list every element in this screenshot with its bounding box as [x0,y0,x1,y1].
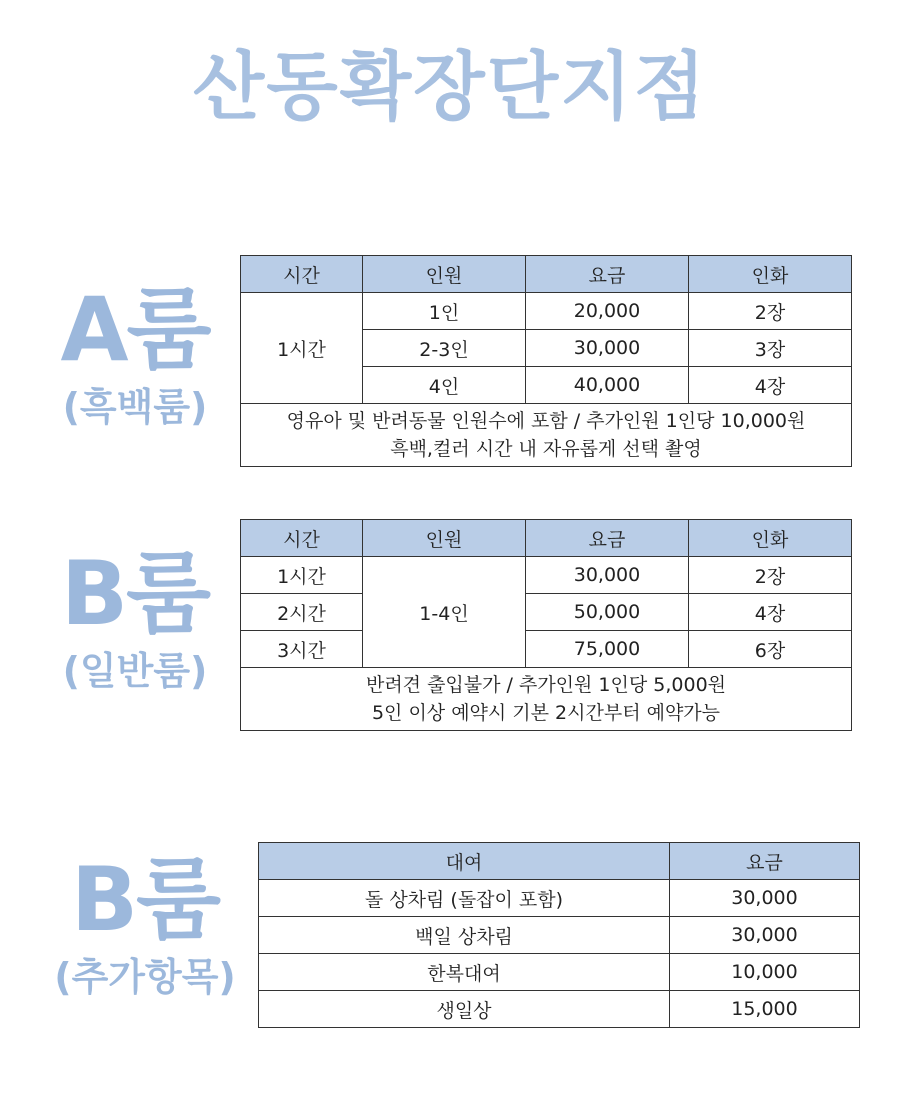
section-label-b-room-type: (일반룸) [62,649,208,693]
table-header-row [241,256,852,293]
table-row [259,917,860,954]
column-header-prints: 인화 [689,520,852,557]
table-row [241,594,852,631]
section-label-extras-name: B룸 [70,848,220,951]
column-header-time: 시간 [241,256,363,293]
table-row [241,293,852,330]
people-cell: 1-4인 [363,557,526,668]
section-label-b-room-name: B룸 [60,542,210,645]
item-cell: 한복대여 [259,954,670,991]
section-label-a-room [30,278,240,429]
table-header-row [241,520,852,557]
extras-price-table [258,842,860,1028]
table-row [259,991,860,1028]
table-note-row [241,404,852,467]
item-cell: 생일상 [259,991,670,1028]
column-header-prints: 인화 [689,256,852,293]
table-note-row [241,668,852,731]
time-cell: 1시간 [241,557,363,594]
b-room-price-table [240,519,852,731]
note-cell [241,668,852,731]
column-header-people: 인원 [363,256,526,293]
table-header-row [259,843,860,880]
price-cell: 30,000 [670,917,860,954]
section-label-a-room-type: (흑백룸) [62,385,208,429]
prints-cell: 2장 [689,293,852,330]
column-header-rental: 대여 [259,843,670,880]
table-row [259,880,860,917]
people-cell: 2-3인 [363,330,526,367]
time-cell: 3시간 [241,631,363,668]
price-cell: 20,000 [526,293,689,330]
prints-cell: 4장 [689,367,852,404]
column-header-price: 요금 [526,256,689,293]
item-cell: 백일 상차림 [259,917,670,954]
column-header-people: 인원 [363,520,526,557]
table-row [259,954,860,991]
a-room-price-table [240,255,852,467]
note-line: 5인 이상 예약시 기본 2시간부터 예약가능 [371,702,721,724]
time-cell: 1시간 [241,293,363,404]
price-cell: 30,000 [526,557,689,594]
table-row [241,631,852,668]
time-cell: 2시간 [241,594,363,631]
section-label-a-room-name: A룸 [60,278,210,381]
note-line: 영유아 및 반려동물 인원수에 포함 / 추가인원 1인당 10,000원 [286,410,806,432]
price-cell: 50,000 [526,594,689,631]
prints-cell: 2장 [689,557,852,594]
price-cell: 15,000 [670,991,860,1028]
note-line: 흑백,컬러 시간 내 자유롭게 선택 촬영 [390,438,702,460]
price-cell: 10,000 [670,954,860,991]
price-cell: 40,000 [526,367,689,404]
people-cell: 1인 [363,293,526,330]
price-cell: 30,000 [526,330,689,367]
price-cell: 30,000 [670,880,860,917]
note-cell [241,404,852,467]
page-title: 산동확장단지점 [192,44,708,130]
section-label-b-room [30,542,240,693]
price-cell: 75,000 [526,631,689,668]
section-label-extras [30,848,260,999]
column-header-time: 시간 [241,520,363,557]
prints-cell: 3장 [689,330,852,367]
item-cell: 돌 상차림 (돌잡이 포함) [259,880,670,917]
column-header-price: 요금 [670,843,860,880]
prints-cell: 4장 [689,594,852,631]
note-line: 반려견 출입불가 / 추가인원 1인당 5,000원 [365,674,727,696]
table-row [241,557,852,594]
section-label-extras-type: (추가항목) [54,955,236,999]
people-cell: 4인 [363,367,526,404]
prints-cell: 6장 [689,631,852,668]
column-header-price: 요금 [526,520,689,557]
